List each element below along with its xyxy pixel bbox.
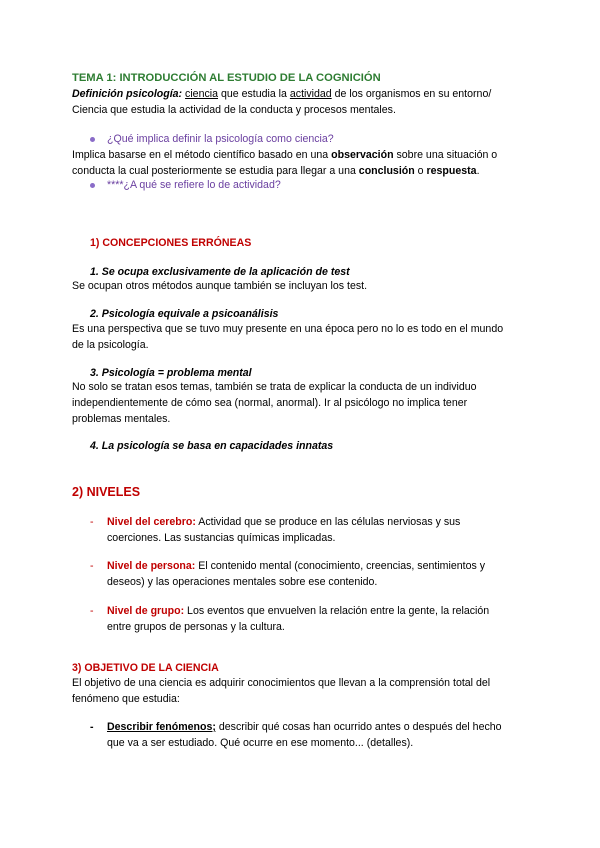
level-group-text-b: entre grupos de personas y la cultura. [107,621,285,633]
question-text-2: ****¿A qué se refiere lo de actividad? [107,179,281,191]
answer-text-f: o [414,165,427,177]
level-item-brain [90,514,530,546]
misconception-3-line-1: No solo se tratan esos temas, también se trata de explicar la conducta de un individuo [72,381,477,393]
section-heading-1: 1) CONCEPCIONES ERRÓNEAS [90,237,252,249]
answer-text-c: sobre una situación o [393,149,498,161]
definition-word-actividad: actividad [289,88,332,100]
section-heading-2: 2) NIVELES [72,485,141,499]
answer-text-d: conducta la cual posteriormente se estudia para llegar a una [72,165,359,177]
level-item-person [90,558,530,590]
level-person-label: Nivel de persona: [107,560,196,572]
misconception-3-text [72,379,532,427]
describe-text-b: que va a ser estudiado. Qué ocurre en ese momento... (detalles). [107,737,414,749]
answer-bold-respuesta: respuesta [426,165,477,177]
section-heading-3: 3) OBJETIVO DE LA CIENCIA [72,662,219,674]
misconception-1-heading: 1. Se ocupa exclusivamente de la aplicación de test [90,266,350,278]
misconception-2-line-1: Es una perspectiva que se tuvo muy presente en una época pero no lo es todo en el mundo [72,323,504,335]
level-person-text-b: deseos) y las operaciones mentales sobre ese contenido. [107,576,378,588]
level-brain-text-a: Actividad que se produce en las células nerviosas y sus [195,516,461,528]
dash-icon: - [90,516,94,528]
level-group-text-a: Los eventos que envuelven la relación entre la gente, la relación [184,605,490,617]
answer-text-a: Implica basarse en el método científico basado en una [72,149,332,161]
bullet-dot-icon [90,137,95,142]
level-item-group [90,603,530,635]
answer-bold-observacion: observación [331,149,394,161]
definition-text-2: de los organismos en su entorno/ [331,88,492,100]
misconception-3-line-2: independientemente de cómo sea (normal, anormal). Ir al psicólogo no implica tener [72,397,468,409]
misconception-2-text [72,321,532,353]
misconception-4-heading: 4. La psicología se basa en capacidades innatas [90,440,334,452]
answer-text-h: . [476,165,480,177]
dash-icon: - [90,721,94,733]
objective-item-describe [90,719,530,751]
definition-paragraph [72,86,532,118]
level-brain-label: Nivel del cerebro: [107,516,196,528]
answer-bold-conclusion: conclusión [358,165,415,177]
misconception-2-heading: 2. Psicología equivale a psicoanálisis [90,308,279,320]
question-text-1: ¿Qué implica definir la psicología como ciencia? [107,133,334,145]
question-bullet-2 [90,177,281,193]
level-brain-text-b: coerciones. Las sustancias químicas implicadas. [107,532,336,544]
page-title: TEMA 1: INTRODUCCIÓN AL ESTUDIO DE LA COGNICIÓN [72,72,381,84]
describe-text-a: describir qué cosas han ocurrido antes o después del hecho [215,721,502,733]
level-group-label: Nivel de grupo: [107,605,185,617]
definition-line-2: Ciencia que estudia la actividad de la conducta y procesos mentales. [72,104,396,116]
question-bullet-1 [90,131,334,147]
objective-paragraph [72,675,532,707]
definition-label: Definición psicología: [72,88,183,100]
describe-label: Describir fenómenos; [107,721,216,733]
answer-paragraph [72,147,532,179]
definition-word-ciencia: ciencia [185,88,219,100]
misconception-2-line-2: de la psicología. [72,339,149,351]
misconception-3-line-3: problemas mentales. [72,413,171,425]
level-person-text-a: El contenido mental (conocimiento, creencias, sentimientos y [195,560,486,572]
objective-line-2: fenómeno que estudia: [72,693,180,705]
definition-text-1: que estudia la [218,88,290,100]
dash-icon: - [90,605,94,617]
objective-line-1: El objetivo de una ciencia es adquirir conocimientos que llevan a la comprensión total del [72,677,491,689]
dash-icon: - [90,560,94,572]
bullet-dot-icon [90,183,95,188]
misconception-1-text: Se ocupan otros métodos aunque también se incluyan los test. [72,280,368,292]
misconception-3-heading: 3. Psicología = problema mental [90,367,252,379]
